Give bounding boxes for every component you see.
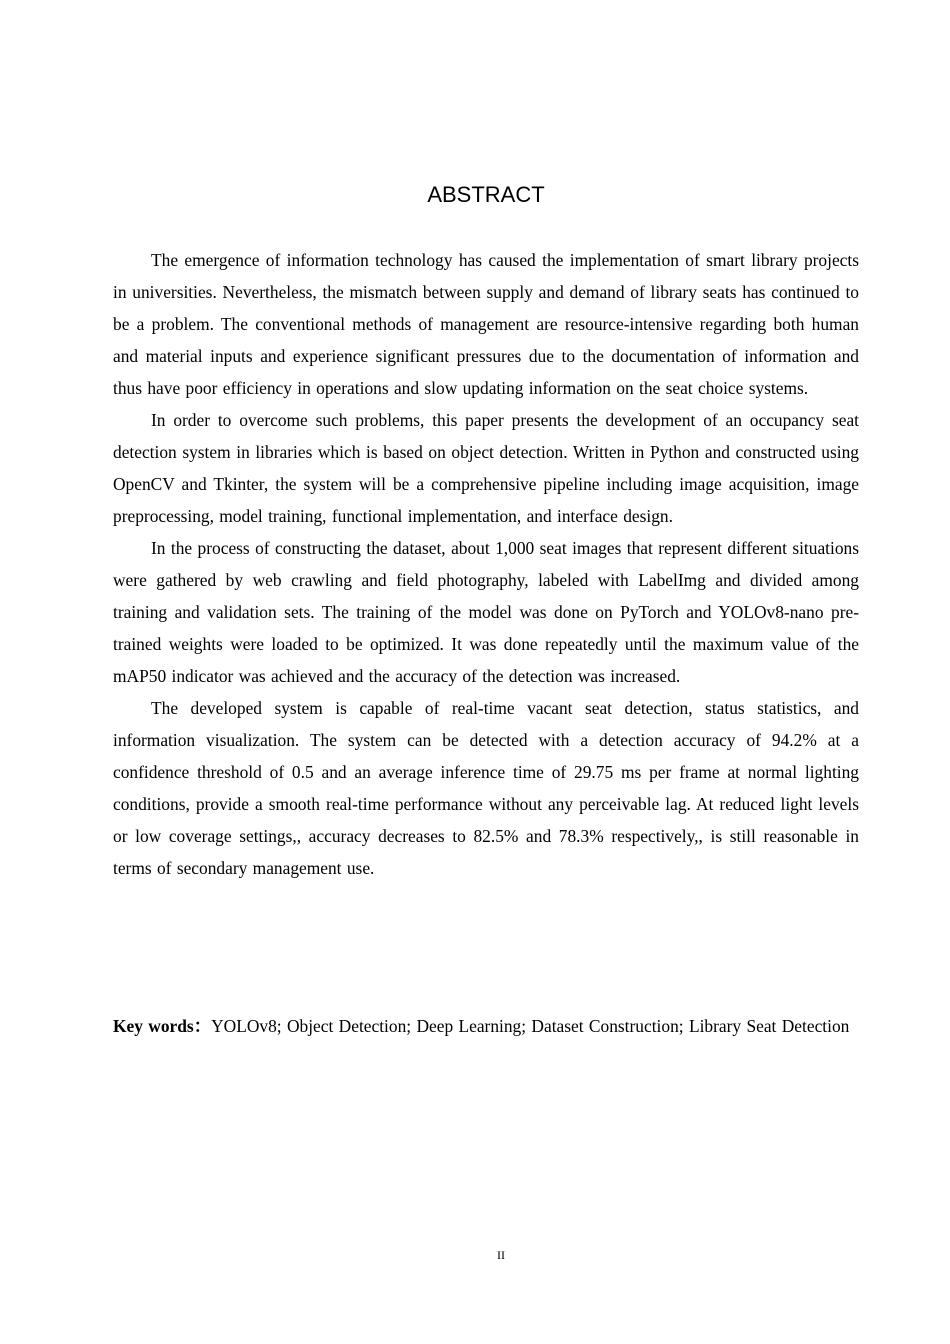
abstract-paragraph-2: In order to overcome such problems, this paper presents the development of an occupancy seat detection system in libraries which is based on object detection. Written in Python and constructed using OpenCV and Tkinter, the system will be a comprehensive pipeline including image acquisition, image preprocessing, model training, functional implementation, and interface design. (113, 410, 859, 526)
page-number: II (497, 1248, 505, 1262)
keywords-section (113, 1010, 859, 1042)
keywords-label: Key words： (113, 1016, 212, 1036)
abstract-paragraph-1: The emergence of information technology has caused the implementation of smart library projects in universities. Nevertheless, the mismatch between supply and demand of library seats has continued to be a problem. The conventional methods of management are resource-intensive regarding both human and material inputs and experience significant pressures due to the documentation of information and thus have poor efficiency in operations and slow updating information on the seat choice systems. (113, 250, 859, 398)
abstract-paragraph-4: The developed system is capable of real-time vacant seat detection, status statistics, and information visualization. The system can be detected with a detection accuracy of 94.2% at a confidence threshold of 0.5 and an average inference time of 29.75 ms per frame at normal lighting conditions, provide a smooth real-time performance without any perceivable lag. At reduced light levels or low coverage settings,, accuracy decreases to 82.5% and 78.3% respectively,, is still reasonable in terms of secondary management use. (113, 698, 859, 878)
keywords-text: YOLOv8; Object Detection; Deep Learning; Dataset Construction; Library Seat Detection (211, 1016, 850, 1036)
abstract-title: ABSTRACT (427, 182, 545, 207)
abstract-paragraph-3: In the process of constructing the dataset, about 1,000 seat images that represent different situations were gathered by web crawling and field photography, labeled with LabelImg and divided among training and validation sets. The training of the model was done on PyTorch and YOLOv8-nano pre-trained weights were loaded to be optimized. It was done repeatedly until the maximum value of the mAP50 indicator was achieved and the accuracy of the detection was increased. (113, 538, 859, 686)
abstract-body (113, 244, 859, 884)
